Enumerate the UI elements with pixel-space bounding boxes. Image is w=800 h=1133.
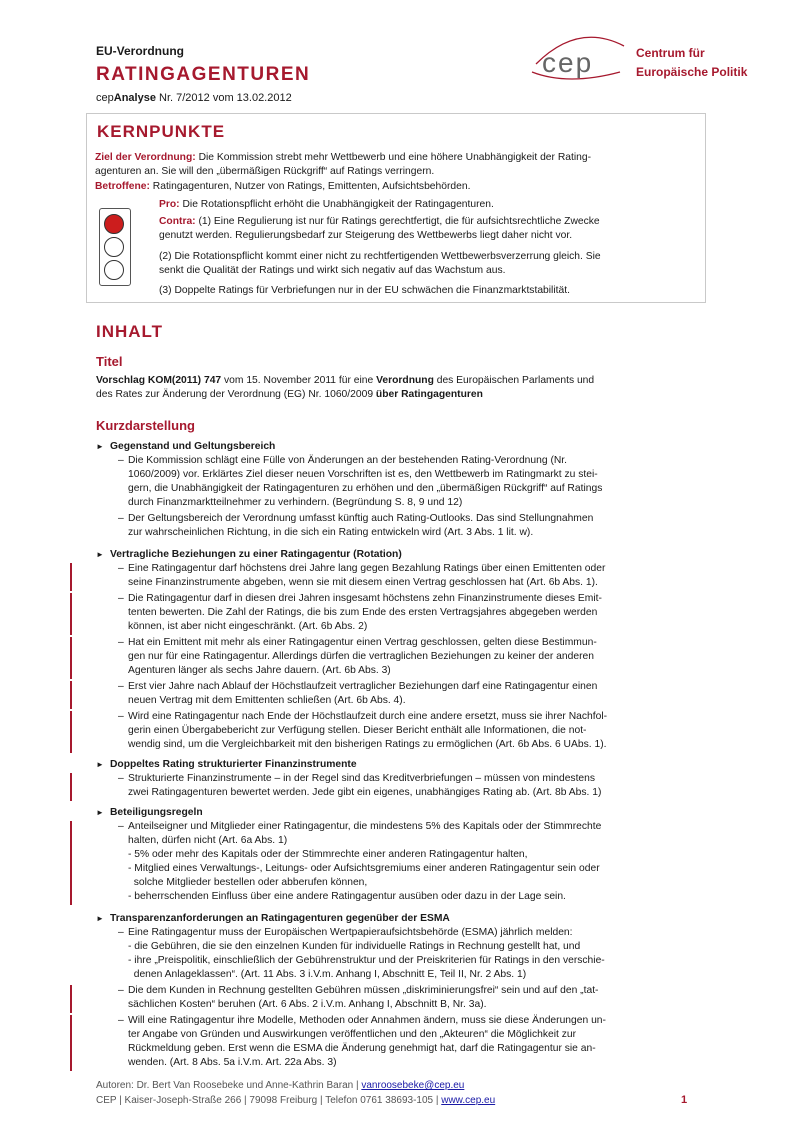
section-heading [96,440,275,454]
item-continuation: sächlichen Kosten“ beruhen (Art. 6 Abs. 2 i.V.m. Anhang I, Abschnitt B, Nr. 3a). [128,999,487,1010]
item-continuation: seine Finanzinstrumente abgeben, wenn sie mit diesem einen Vertrag geschlossen hat (Art. 6b Abs. 1). [128,577,598,588]
kernpunkte-box [86,113,706,303]
item-continuation: 1060/2009) vor. Erklärtes Ziel dieser neuen Vorschriften ist es, den Wettbewerb im Ratingmarkt zu stei- [128,469,598,480]
dash-icon: – [118,681,124,692]
dash-item [118,820,601,834]
author-email-link[interactable]: vanroosebeke@cep.eu [361,1080,465,1091]
dash-icon: – [118,985,124,996]
contra-text-4: senkt die Qualität der Ratings und wirkt sich negativ auf das Wachstum aus. [159,265,506,276]
dash-icon: – [118,593,124,604]
contra-text-1: (1) Eine Regulierung ist nur für Ratings gerechtfertigt, die für aufsichtsrechtliche Zwecke [195,216,600,227]
dash-icon: – [118,637,124,648]
dash-icon: – [118,927,124,938]
item-continuation: halten, dürfen nicht (Art. 6a Abs. 1) [128,835,288,846]
red-lamp-icon [104,214,124,234]
traffic-light-icon [99,208,131,286]
section-heading-text: Beteiligungsregeln [110,807,203,818]
ziel-label: Ziel der Verordnung: [95,152,196,163]
vorschlag-type: Verordnung [376,375,434,386]
contra-text-2: genutzt werden. Regulierungsbedarf zur Steigerung des Wettbewerbs liegt daher nicht vor. [159,230,573,241]
dash-icon: – [118,773,124,784]
vorschlag-rest: des Europäischen Parlaments und [433,375,595,386]
footer-authors-line [96,1078,495,1093]
dash-item [118,772,595,786]
dash-icon: – [118,513,124,524]
item-text: Strukturierte Finanzinstrumente – in der Regel sind das Kreditverbriefungen – müssen von mindestens [128,773,596,784]
dash-item [118,592,602,606]
change-marker-bar [70,681,72,709]
dash-icon: – [118,711,124,722]
item-continuation: gerin einen Übergabebericht zur Verfügung stellen. Dieser Bericht enthält alle Informationen, die not- [128,725,587,736]
dash-icon: – [118,821,124,832]
footer [96,1078,495,1108]
item-text: Hat ein Emittent mit mehr als einer Ratingagentur einen Vertrag geschlossen, gelten diese Bestimmun- [128,637,597,648]
item-text: Will eine Ratingagentur ihre Modelle, Methoden oder Annahmen ändern, muss sie diese Änderungen un- [128,1015,606,1026]
dash-item [118,636,597,650]
dash-item [118,710,607,724]
item-text: Die dem Kunden in Rechnung gestellten Gebühren müssen „diskriminierungsfrei“ sein und auf den „tat- [128,985,599,996]
item-continuation: tenten bewerten. Die Zahl der Ratings, die bis zum Ende des ersten Vertragsjahres abgegeben werden [128,607,598,618]
section-heading [96,548,402,562]
titel-heading: Titel [96,354,123,369]
vorschlag-date: vom 15. November 2011 für eine [221,375,377,386]
vorschlag-number: Vorschlag KOM(2011) 747 [96,375,222,386]
item-continuation: können, ist aber nicht eingeschränkt. (Art. 6b Abs. 2) [128,621,368,632]
change-marker-bar [70,593,72,635]
section-heading [96,912,450,926]
item-continuation: - ihre „Preispolitik, einschließlich der Gebührenstruktur und der Preiskriterien für Ratings in den verschie- [128,955,605,966]
analysis-prefix: cep [96,92,114,104]
footer-authors: Autoren: Dr. Bert Van Roosebeke und Anne-Kathrin Baran | [96,1080,362,1091]
pro-line [159,198,494,212]
item-continuation: zwei Ratingagenturen bewertet werden. Jede gibt ein eigenes, unabhängiges Rating ab. (Art. 8b Abs. 1) [128,787,602,798]
analysis-reference [96,92,292,104]
betroffene-label: Betroffene: [95,181,150,192]
item-continuation: ter Angabe von Gründen und Auswirkungen veröffentlichen und den „Akteuren“ die Möglichkeit zur [128,1029,577,1040]
dash-item [118,680,597,694]
vorschlag-text-2a: des Rates zur Änderung der Verordnung (EG) Nr. 1060/2009 [96,389,376,400]
website-link[interactable]: www.cep.eu [441,1095,496,1106]
item-text: Erst vier Jahre nach Ablauf der Höchstlaufzeit vertraglicher Beziehungen darf eine Ratingagentur einen [128,681,598,692]
dash-item [118,1014,606,1028]
dash-item [118,926,573,940]
betroffene-text: Ratingagenturen, Nutzer von Ratings, Emittenten, Aufsichtsbehörden. [149,181,471,192]
analysis-number-date: Nr. 7/2012 vom 13.02.2012 [155,92,292,104]
change-marker-bar [70,821,72,905]
section-heading-text: Vertragliche Beziehungen zu einer Ratingagentur (Rotation) [110,549,402,560]
item-text: Die Kommission schlägt eine Fülle von Änderungen an der bestehenden Rating-Verordnung (Nr. [128,455,568,466]
triangle-bullet-icon: ► [96,808,104,817]
change-marker-bar [70,1015,72,1071]
footer-address: CEP | Kaiser-Joseph-Straße 266 | 79098 Freiburg | Telefon 0761 38693-105 | [96,1095,442,1106]
section-heading [96,806,203,820]
document-title: RATINGAGENTUREN [96,64,311,85]
triangle-bullet-icon: ► [96,914,104,923]
ziel-text-1: Die Kommission strebt mehr Wettbewerb und eine höhere Unabhängigkeit der Rating- [195,152,592,163]
triangle-bullet-icon: ► [96,550,104,559]
change-marker-bar [70,637,72,679]
item-continuation: wenden. (Art. 8 Abs. 5a i.V.m. Art. 22a Abs. 3) [128,1057,337,1068]
triangle-bullet-icon: ► [96,760,104,769]
item-continuation: neuen Vertrag mit dem Emittenten schließen (Art. 6b Abs. 4). [128,695,406,706]
item-continuation: gern, die Unabhängigkeit der Ratingagenturen zu erhöhen und den „übermäßigen Rückgriff“ auf Ratings [128,483,603,494]
triangle-bullet-icon: ► [96,442,104,451]
dash-item [118,984,598,998]
item-text: Wird eine Ratingagentur nach Ende der Höchstlaufzeit durch eine andere ersetzt, muss sie ihrer Nachfol- [128,711,608,722]
inhalt-title: INHALT [96,322,164,341]
document-kicker: EU-Verordnung [96,44,185,58]
item-continuation: - beherrschenden Einfluss über eine andere Ratingagentur ausüben oder dazu in der Lage sein. [128,891,566,902]
item-continuation: durch Finanzmarktteilnehmer zu verhindern. (Begründung S. 8, 9 und 12) [128,497,463,508]
item-continuation: zur wahrscheinlichen Richtung, in die sich ein Rating entwickeln wird (Art. 3 Abs. 1 lit. w). [128,527,534,538]
yellow-lamp-icon [104,237,124,257]
item-text: Eine Ratingagentur muss der Europäischen Wertpapieraufsichtsbehörde (ESMA) jährlich melden: [128,927,573,938]
kurzdarstellung-heading: Kurzdarstellung [96,418,195,433]
dash-item [118,512,593,526]
cep-logo-icon [528,28,628,88]
vorschlag-line-1 [96,374,594,388]
dash-icon: – [118,1015,124,1026]
item-continuation: solche Mitglieder bestellen oder abberufen können, [128,877,368,888]
section-heading-text: Gegenstand und Geltungsbereich [110,441,276,452]
item-text: Anteilseigner und Mitglieder einer Ratingagentur, die mindestens 5% des Kapitals oder der Stimmrechte [128,821,602,832]
dash-icon: – [118,455,124,466]
org-name [636,44,747,82]
contra-text-5: (3) Doppelte Ratings für Verbriefungen nur in der EU schwächen die Finanzmarktstabilität. [159,285,570,296]
green-lamp-icon [104,260,124,280]
dash-icon: – [118,563,124,574]
change-marker-bar [70,711,72,753]
pro-text: Die Rotationspflicht erhöht die Unabhängigkeit der Ratingagenturen. [179,199,494,210]
pro-label: Pro: [159,199,180,210]
item-text: Der Geltungsbereich der Verordnung umfasst künftig auch Rating-Outlooks. Das sind Stellungnahmen [128,513,594,524]
kernpunkte-title: KERNPUNKTE [97,122,226,141]
contra-line [159,215,600,229]
org-name-line1: Centrum für [636,46,705,60]
section-heading-text: Transparenzanforderungen an Ratingagenturen gegenüber der ESMA [110,913,450,924]
betroffene-line [95,180,470,194]
change-marker-bar [70,985,72,1013]
change-marker-bar [70,773,72,801]
contra-text-3: (2) Die Rotationspflicht kommt einer nicht zu rechtfertigenden Wettbewerbsverzerrung gleich. Sie [159,251,601,262]
item-continuation: - 5% oder mehr des Kapitals oder der Stimmrechte einer anderen Ratingagentur halten, [128,849,528,860]
item-continuation: Rückmeldung geben. Erst wenn die ESMA die Änderung genehmigt hat, darf die Ratingagentur sie an- [128,1043,596,1054]
item-continuation: - die Gebühren, die sie den einzelnen Kunden für individuelle Ratings in Rechnung gestellt hat, und [128,941,581,952]
footer-address-line [96,1093,495,1108]
item-text: Die Ratingagentur darf in diesen drei Jahren insgesamt höchstens zehn Finanzinstrumente dieses Emit- [128,593,602,604]
item-continuation: denen Anlageklassen“. (Art. 11 Abs. 3 i.V.m. Anhang I, Abschnitt E, Teil II, Nr. 2 Abs. 1) [128,969,527,980]
item-continuation: gen nur für eine Ratingagentur. Allerdings dürfen die vertraglichen Beziehungen zu keiner der anderen [128,651,594,662]
item-continuation: - Mitglied eines Verwaltungs-, Leitungs- oder Aufsichtsgremiums einer anderen Ratingagentur sein oder [128,863,600,874]
change-marker-bar [70,563,72,591]
dash-item [118,562,605,576]
item-continuation: Agenturen länger als sechs Jahre dauern. (Art. 6b Abs. 3) [128,665,391,676]
page-number: 1 [681,1094,688,1106]
section-heading-text: Doppeltes Rating strukturierter Finanzinstrumente [110,759,357,770]
item-text: Eine Ratingagentur darf höchstens drei Jahre lang gegen Bezahlung Ratings über einen Emittenten oder [128,563,606,574]
ziel-line [95,151,591,165]
vorschlag-line-2 [96,388,483,402]
logo-mark: cep [542,47,594,78]
section-heading [96,758,357,772]
analysis-bold: Analyse [113,92,156,104]
dash-item [118,454,567,468]
ziel-line-2: agenturen an. Sie will den „übermäßigen Rückgriff“ auf Ratings verringern. [95,166,435,177]
vorschlag-subject: über Ratingagenturen [375,389,483,400]
item-continuation: wendig sind, um die Vergleichbarkeit mit den bisherigen Ratings zu ermöglichen (Art. 6b Abs. 6 UAbs. 1). [128,739,607,750]
org-name-line2: Europäische Politik [636,65,748,79]
contra-label: Contra: [159,216,196,227]
